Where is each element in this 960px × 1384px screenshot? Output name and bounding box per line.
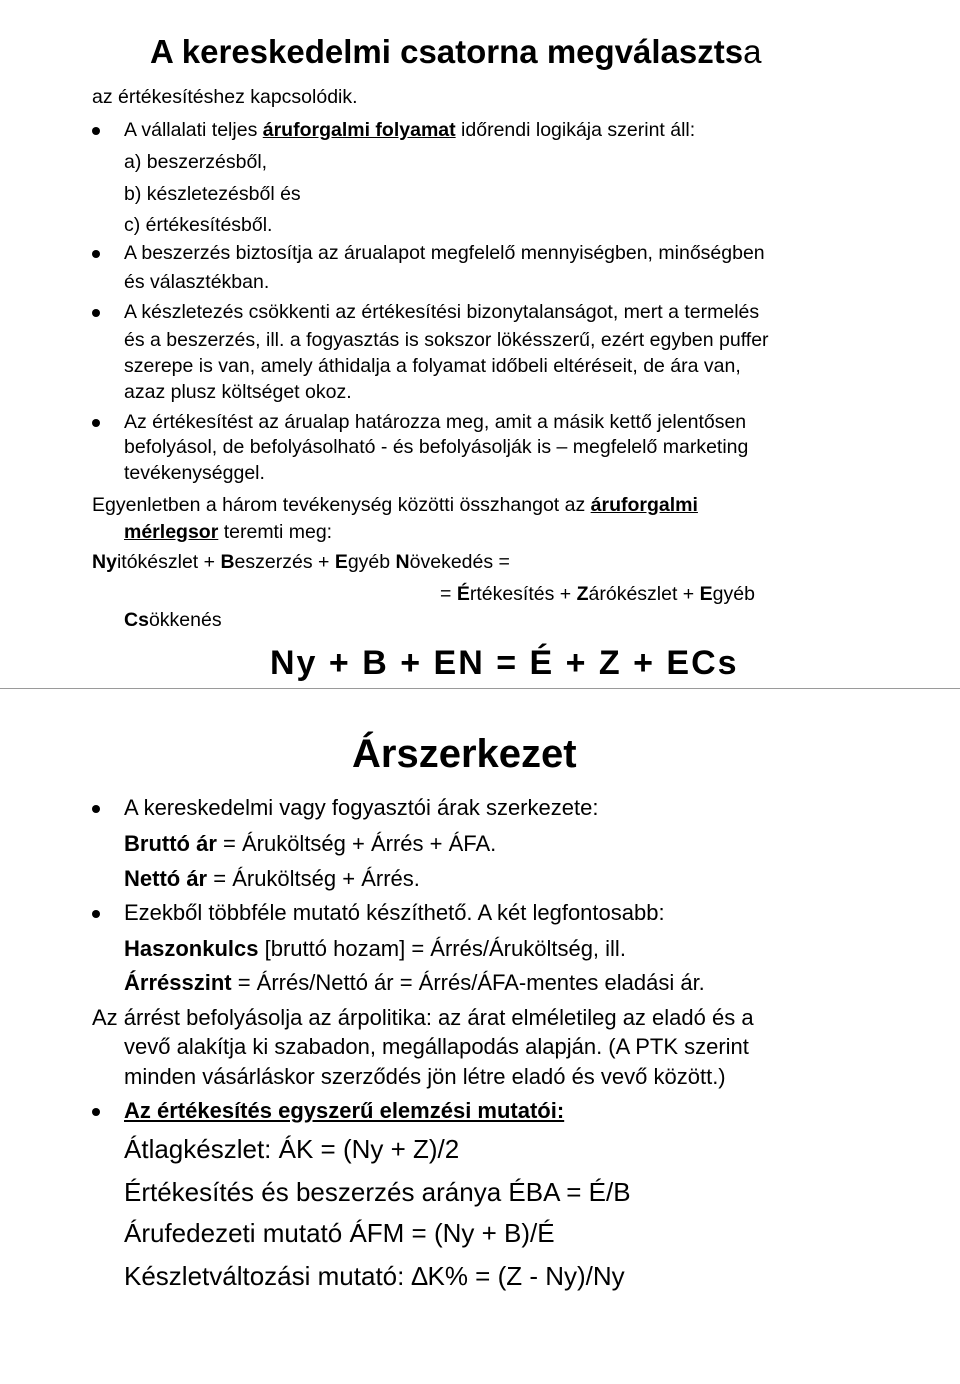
bullet-text: A vállalati teljes áruforgalmi folyamat időrendi logikája szerint áll:	[124, 119, 696, 141]
bullet-icon	[92, 805, 100, 813]
section-heading: Az értékesítés egyszerű elemzési mutatói:	[124, 1098, 565, 1123]
slide-divider	[0, 688, 960, 689]
bullet-text: és választékban.	[124, 271, 270, 293]
arresszint-line: Árrésszint = Árrés/Nettó ár = Árrés/ÁFA-mentes eladási ár.	[124, 970, 705, 995]
intro-text: az értékesítéshez kapcsolódik.	[92, 86, 358, 108]
paragraph-line: vevő alakítja ki szabadon, megállapodás alapján. (A PTK szerint	[124, 1034, 749, 1059]
bullet-icon	[92, 309, 100, 317]
haszonkulcs-line: Haszonkulcs [bruttó hozam] = Árrés/Áruköltség, ill.	[124, 936, 626, 961]
metric-eba: Értékesítés és beszerzés aránya ÉBA = É/B	[124, 1177, 631, 1207]
metric-keszletvaltozas: Készletváltozási mutató: ∆K% = (Z - Ny)/Ny	[124, 1261, 625, 1291]
bullet-text: A készletezés csökkenti az értékesítési bizonytalanságot, mert a termelés	[124, 301, 760, 323]
slide-title: A kereskedelmi csatorna megválasztsa	[150, 33, 762, 70]
equation-line-3: Csökkenés	[124, 609, 222, 631]
bullet-icon	[92, 419, 100, 427]
bullet-text: szerepe is van, amely áthidalja a folyamat időbeli eltéréseit, de ára van,	[124, 355, 741, 377]
bullet-text: Az értékesítést az árualap határozza meg, amit a másik kettő jelentősen	[124, 411, 747, 433]
bullet-text: tevékenységgel.	[124, 462, 265, 484]
slide-arszerkezet	[0, 690, 960, 1384]
paragraph-line: Az árrést befolyásolja az árpolitika: az árat elméletileg az eladó és a	[92, 1005, 754, 1030]
bullet-text: A beszerzés biztosítja az árualapot megfelelő mennyiségben, minőségben	[124, 242, 765, 264]
bullet-text: Ezekből többféle mutató készíthető. A két legfontosabb:	[124, 900, 665, 925]
bullet-icon	[92, 910, 100, 918]
bullet-icon	[92, 250, 100, 258]
list-item-a: a) beszerzésből,	[124, 151, 268, 173]
bullet-icon	[92, 127, 100, 135]
brutto-ar-line: Bruttó ár = Áruköltség + Árrés + ÁFA.	[124, 831, 497, 856]
bullet-icon	[92, 1108, 100, 1116]
bullet-text: A kereskedelmi vagy fogyasztói árak szerkezete:	[124, 795, 599, 820]
bullet-text: és a beszerzés, ill. a fogyasztás is sokszor lökésszerű, ezért egyben puffer	[124, 329, 769, 351]
equation-intro: Egyenletben a három tevékenység közötti összhangot az áruforgalmi	[92, 494, 698, 516]
equation-line-2: = Értékesítés + Zárókészlet + Egyéb	[440, 583, 755, 605]
list-item-b: b) készletezésből és	[124, 183, 301, 205]
list-item-c: c) értékesítésből.	[124, 214, 273, 236]
delta-symbol: ∆	[411, 1261, 428, 1291]
paragraph-line: minden vásárláskor szerződés jön létre eladó és vevő között.)	[124, 1064, 726, 1089]
equation-intro: mérlegsor teremti meg:	[124, 521, 333, 543]
bullet-text: befolyásol, de befolyásolható - és befolyásolják is – megfelelő marketing	[124, 436, 749, 458]
metric-afm: Árufedezeti mutató ÁFM = (Ny + B)/É	[124, 1218, 555, 1248]
netto-ar-line: Nettó ár = Áruköltség + Árrés.	[124, 866, 420, 891]
cut-off-formula: Ny + B + EN = É + Z + ECs	[270, 644, 739, 682]
slide-kereskedelmi-csatorna	[0, 0, 960, 682]
equation-line-1: Nyitókészlet + Beszerzés + Egyéb Növekedés =	[92, 551, 510, 573]
bullet-text: azaz plusz költséget okoz.	[124, 381, 352, 403]
slide-title: Árszerkezet	[352, 732, 577, 776]
metric-atlagkeszlet: Átlagkészlet: ÁK = (Ny + Z)/2	[124, 1134, 460, 1164]
